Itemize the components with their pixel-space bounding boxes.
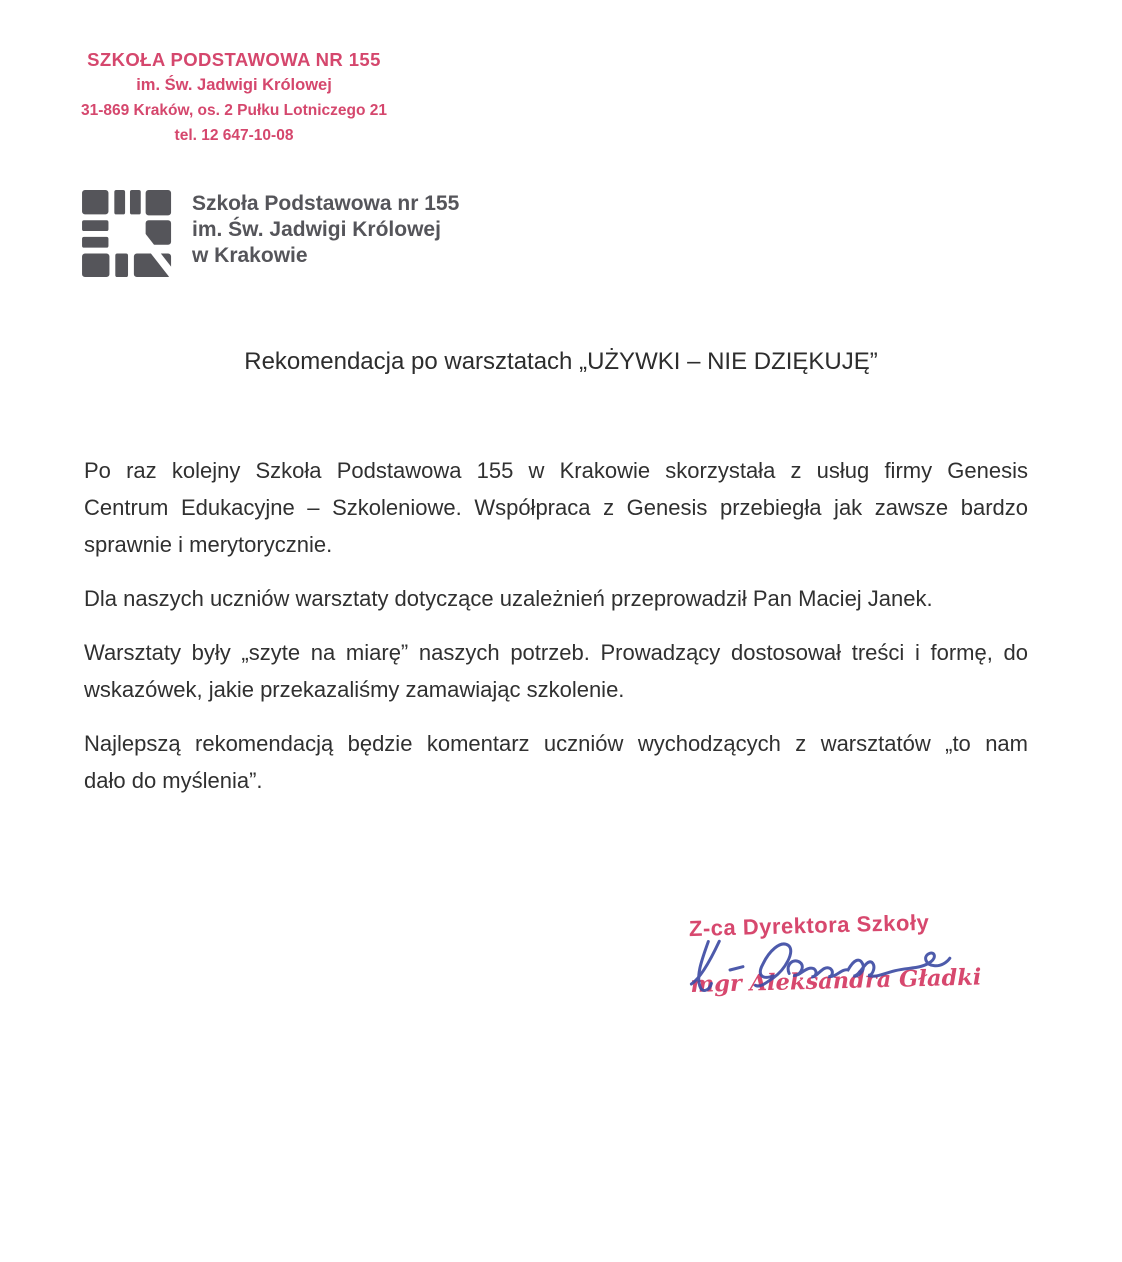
stamp-line: im. Św. Jadwigi Królowej [136, 76, 332, 94]
signature-name-stamp: mgr Aleksandra Gładki [690, 964, 982, 999]
paragraph-line: dało do myślenia”. [84, 768, 263, 793]
school-logo-caption [192, 191, 459, 269]
paragraph [84, 452, 1028, 563]
paragraph [84, 634, 1028, 708]
stamp-line: 31-869 Kraków, os. 2 Pułku Lotniczego 21 [80, 102, 388, 119]
document-title: Rekomendacja po warsztatach „UŻYWKI – NIE DZIĘKUJĘ” [244, 348, 878, 375]
paragraph-line: Po raz kolejny Szkoła Podstawowa 155 w Krakowie skorzystała z usług firmy Genesis [84, 458, 1028, 483]
school-logo-block [80, 188, 459, 278]
letter-body [84, 452, 1028, 816]
logo-caption-line: w Krakowie [192, 244, 308, 267]
logo-caption-line: Szkoła Podstawowa nr 155 [192, 192, 460, 215]
school-logo-icon [80, 188, 178, 278]
signature-role-stamp: Z-ca Dyrektora Szkoły [688, 909, 930, 942]
paragraph-line: wskazówek, jakie przekazaliśmy zamawiając szkolenie. [84, 677, 625, 702]
paragraph-line: Dla naszych uczniów warsztaty dotyczące uzależnień przeprowadził Pan Maciej Janek. [84, 586, 933, 611]
logo-caption-line: im. Św. Jadwigi Królowej [192, 218, 441, 241]
paragraph-line: Najlepszą rekomendacją będzie komentarz uczniów wychodzących z warsztatów „to nam [84, 731, 1028, 756]
paragraph-line: Centrum Edukacyjne – Szkoleniowe. Współpraca z Genesis przebiegła jak zawsze bardzo [84, 495, 1028, 520]
paragraph-line: sprawnie i merytorycznie. [84, 532, 333, 557]
paragraph-line: Warsztaty były „szyte na miarę” naszych potrzeb. Prowadzący dostosował treści i formę, do [84, 640, 1028, 665]
stamp-line: SZKOŁA PODSTAWOWA NR 155 [87, 49, 381, 70]
paragraph [84, 580, 1028, 617]
paragraph [84, 725, 1028, 799]
stamp-line: tel. 12 647-10-08 [174, 127, 294, 144]
school-address-stamp [74, 46, 394, 148]
handwritten-signature-ink-icon [681, 927, 959, 1014]
signature-block [689, 908, 1002, 1026]
